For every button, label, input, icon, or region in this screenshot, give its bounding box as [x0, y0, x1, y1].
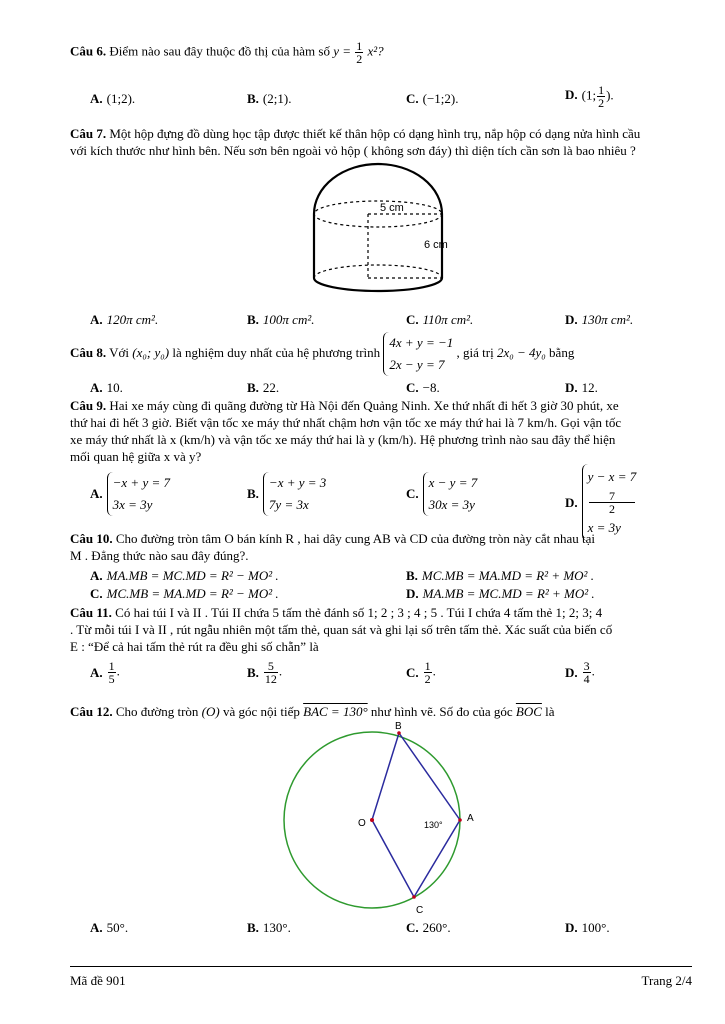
quadrilateral-oBAC — [372, 733, 460, 897]
q10-option-a[interactable]: A. MA.MB = MC.MD = R² − MO² . — [90, 568, 279, 583]
inscribed-angle-figure — [280, 720, 480, 920]
q11-option-d[interactable]: D. $\frac{3}{4}$ . — [565, 659, 595, 686]
q8-option-c[interactable]: C. −8. — [406, 380, 440, 395]
point-c — [412, 895, 416, 899]
question-11: Câu 11. Có hai túi I và II . Túi II chứa 5 tấm thẻ đánh số 1; 2 ; 3 ; 4 ; 5 . Túi I chứa 4 tấm thẻ 1; 2; 3; 4 . Từ mỗi túi I và II , rút ngẫu nhiên một tấm thẻ, quan sát và ghi lại số trên tấm thẻ. Xác suất của biến cố E : “Để cả hai tấm thẻ rút ra đều ghi số chẵn” là — [70, 605, 613, 654]
q11-option-c[interactable]: C. $\frac{1}{2}$ . — [406, 659, 436, 686]
q10-option-c[interactable]: C. MC.MB = MA.MD = R² − MO² . — [90, 586, 279, 601]
cylinder-hemisphere-figure — [288, 158, 470, 308]
question-9: Câu 9. Hai xe máy cùng đi quãng đường từ Hà Nội đến Quảng Ninh. Xe thứ nhất đi hết 3 giờ 30 phút, xe thứ hai đi hết 3 giờ. Biết vận tốc xe máy thứ nhất chậm hơn vận tốc xe máy thứ hai là 7 km/h. Gọi vận tốc xe máy thứ nhất là x (km/h) và vận tốc xe máy thứ hai là y (km/h). Hệ phương trình nào sau đây thể hiện mối quan hệ giữa x và y? — [70, 398, 622, 464]
q11-option-a[interactable]: A. $\frac{1}{5}$ . — [90, 659, 120, 686]
q6-option-b[interactable]: B. (2;1). — [247, 91, 292, 106]
question-7 — [70, 125, 692, 159]
radius-label: 5 cm — [380, 202, 404, 214]
q7-option-a[interactable]: A. 120π cm². — [90, 312, 159, 327]
q9-option-d[interactable]: D. y − x = 7 7 2 x = 3y — [565, 464, 636, 541]
point-a — [458, 818, 462, 822]
q12-option-a[interactable]: A. 50°. — [90, 920, 129, 935]
q9-option-c[interactable]: C. x − y = 7 30x = 3y — [406, 472, 477, 516]
q10-option-d[interactable]: D. MA.MB = MC.MD = R² + MO² . — [406, 586, 595, 601]
q6-option-d[interactable]: D. (1; $\frac{1}{2}$ ). — [565, 83, 614, 110]
page-footer — [70, 966, 692, 988]
label-c: C — [416, 905, 424, 916]
label-o: O — [358, 818, 366, 829]
point-o — [370, 818, 374, 822]
page-number: Trang 2/4 — [641, 973, 692, 988]
question-number: Câu 7. — [70, 126, 107, 141]
question-number: Câu 6. — [70, 43, 107, 59]
exam-code: Mã đề 901 — [70, 973, 126, 988]
question-text-line1: Một hộp đựng đồ dùng học tập được thiết kế thân hộp có dạng hình trụ, nắp hộp có dạng nửa hình cầu — [109, 126, 641, 141]
height-label: 6 cm — [424, 239, 448, 251]
q12-option-d[interactable]: D. 100°. — [565, 920, 610, 935]
q8-option-d[interactable]: D. 12. — [565, 380, 598, 395]
q10-option-b[interactable]: B. MC.MB = MA.MD = R² + MO² . — [406, 568, 594, 583]
q8-option-a[interactable]: A. 10. — [90, 380, 123, 395]
label-b: B — [395, 721, 402, 732]
q6-option-a[interactable]: A. (1;2). — [90, 91, 136, 106]
question-8: Câu 8. Với (x₀; y₀) là nghiệm duy nhất của hệ phương trình 4x + y = −1 2x − y = 7 , giá trị 2x₀ − 4y₀ bằng — [70, 332, 692, 376]
angle-label: 130° — [424, 820, 443, 830]
q8-option-b[interactable]: B. 22. — [247, 380, 280, 395]
q7-option-b[interactable]: B. 100π cm². — [247, 312, 315, 327]
question-text: Điểm nào sau đây thuộc đồ thị của hàm số — [109, 43, 330, 59]
q12-option-b[interactable]: B. 130°. — [247, 920, 291, 935]
question-10: Câu 10. Cho đường tròn tâm O bán kính R , hai dây cung AB và CD của đường tròn này cắt nhau tại M . Đẳng thức nào sau đây đúng?. — [70, 531, 596, 563]
question-number: Câu 8. — [70, 344, 107, 360]
equation-system: 4x + y = −1 2x − y = 7 — [383, 332, 453, 376]
question-6 — [70, 40, 692, 65]
q9-option-a[interactable]: A. −x + y = 7 3x = 3y — [90, 472, 170, 516]
question-text-line2: với kích thước như hình bên. Nếu sơn bên ngoài vỏ hộp ( không sơn đáy) thì diện tích cần sơn là bao nhiêu ? — [70, 143, 636, 158]
q11-option-b[interactable]: B. $\frac{5}{12}$ . — [247, 659, 283, 686]
function-rhs: x²? — [367, 43, 384, 59]
function-fraction: $\frac{1}{2}$ — [356, 39, 363, 66]
q6-option-c[interactable]: C. (−1;2). — [406, 91, 459, 106]
q7-option-c[interactable]: C. 110π cm². — [406, 312, 474, 327]
label-a: A — [467, 813, 474, 824]
function-lhs: y = — [333, 43, 352, 59]
question-12: Câu 12. Cho đường tròn (O) và góc nội tiếp BAC = 130° như hình vẽ. Số đo của góc $\overline{BOC}$ là — [70, 704, 555, 719]
q12-option-c[interactable]: C. 260°. — [406, 920, 451, 935]
q7-option-d[interactable]: D. 130π cm². — [565, 312, 634, 327]
q9-option-b[interactable]: B. −x + y = 3 7y = 3x — [247, 472, 326, 516]
